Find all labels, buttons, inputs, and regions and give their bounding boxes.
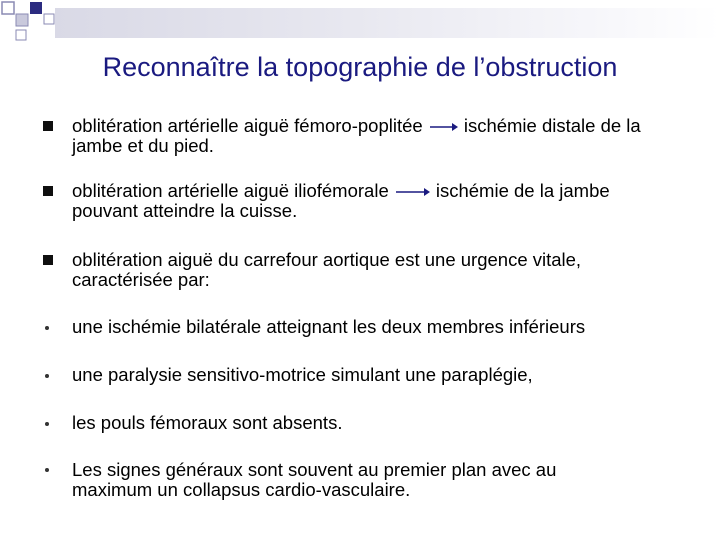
list-item	[72, 413, 692, 433]
list-item	[72, 181, 692, 221]
item-text: pouvant atteindre la cuisse.	[72, 200, 298, 221]
item-text: ischémie de la jambe	[430, 180, 610, 201]
decorative-squares-icon	[0, 0, 60, 50]
header-gradient-band	[55, 8, 720, 38]
right-arrow-icon	[429, 122, 459, 132]
square-bullet-icon	[43, 255, 53, 265]
item-text: oblitération artérielle aiguë fémoro-poplitée	[72, 115, 423, 136]
item-text: oblitération artérielle aiguë iliofémorale	[72, 180, 389, 201]
item-text: oblitération aiguë du carrefour aortique est une urgence vitale,	[72, 249, 582, 270]
square-bullet-icon	[43, 186, 53, 196]
sub-item-text: maximum un collapsus cardio-vasculaire.	[72, 479, 411, 500]
list-item	[72, 317, 692, 337]
item-text: jambe et du pied.	[72, 135, 214, 156]
item-text: caractérisée par:	[72, 269, 210, 290]
item-text: ischémie distale de la	[458, 115, 641, 136]
slide-title: Reconnaître la topographie de l’obstruction	[102, 52, 618, 82]
list-item	[72, 460, 692, 500]
sub-item-text: une paralysie sensitivo-motrice simulant une paraplégie,	[72, 364, 533, 385]
list-item	[72, 116, 692, 156]
square-bullet-icon	[43, 121, 53, 131]
dot-bullet-icon	[45, 374, 49, 378]
list-item	[72, 250, 692, 290]
sub-item-text: une ischémie bilatérale atteignant les deux membres inférieurs	[72, 316, 586, 337]
list-item	[72, 365, 692, 385]
sub-item-text: Les signes généraux sont souvent au premier plan avec au	[72, 459, 557, 480]
dot-bullet-icon	[45, 468, 49, 472]
sub-item-text: les pouls fémoraux sont absents.	[72, 412, 343, 433]
dot-bullet-icon	[45, 422, 49, 426]
right-arrow-icon	[395, 187, 431, 197]
dot-bullet-icon	[45, 326, 49, 330]
